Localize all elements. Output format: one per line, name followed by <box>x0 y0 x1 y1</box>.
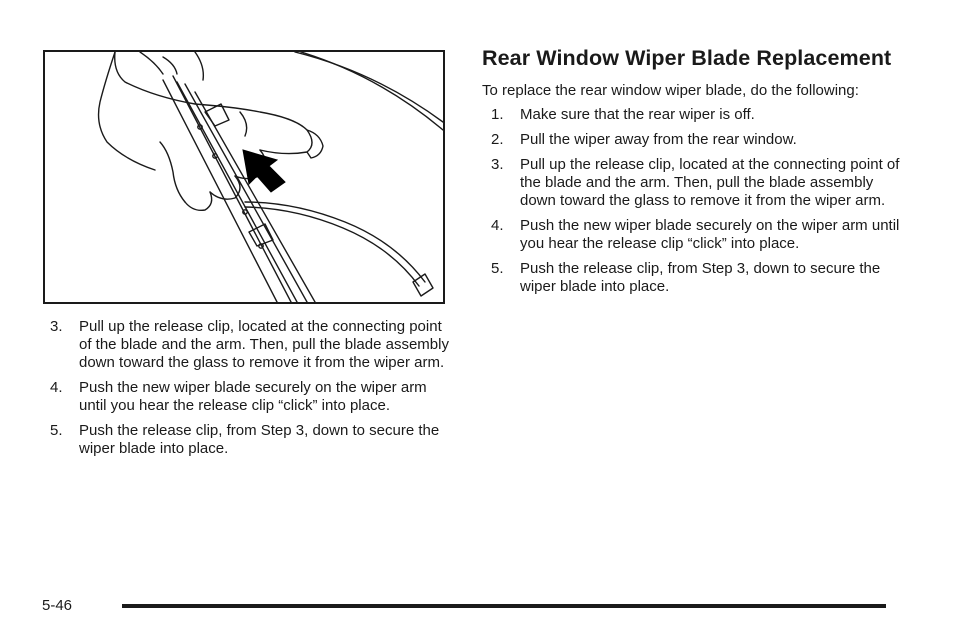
step-text: Pull up the release clip, located at the connecting point of the blade and the arm. Then, pull the blade assembly down toward the glass to remove it from the wiper arm. <box>79 318 449 371</box>
step-text: Push the new wiper blade securely on the wiper arm until you hear the release clip “click” into place. <box>79 379 427 414</box>
washer-hose <box>245 202 425 282</box>
list-item <box>491 131 902 149</box>
step-number: 3. <box>50 318 63 335</box>
washer-hose-inner <box>245 207 419 286</box>
step-number: 1. <box>491 106 504 123</box>
window-edge-inner <box>301 52 443 130</box>
wiper-blade-icon <box>163 76 315 302</box>
list-item <box>50 379 450 415</box>
right-column <box>482 46 902 303</box>
section-intro: To replace the rear window wiper blade, do the following: <box>482 82 859 99</box>
step-number: 2. <box>491 131 504 148</box>
step-number: 5. <box>491 260 504 277</box>
step-number: 3. <box>491 156 504 173</box>
left-column <box>50 318 450 465</box>
list-item <box>491 217 902 253</box>
step-text: Push the release clip, from Step 3, down to secure the wiper blade into place. <box>79 422 440 457</box>
left-steps-list <box>50 318 450 458</box>
steps-list <box>482 106 902 296</box>
footer-rule <box>122 604 886 608</box>
step-text: Pull the wiper away from the rear window. <box>520 131 797 148</box>
list-item <box>491 106 902 124</box>
step-number: 5. <box>50 422 63 439</box>
hose-connector <box>413 274 433 296</box>
list-item <box>491 260 902 296</box>
step-text: Pull up the release clip, located at the connecting point of the blade and the arm. Then, pull the blade assembly down toward the glass to remove it from the wiper arm. <box>520 156 900 209</box>
section-title: Rear Window Wiper Blade Replacement <box>482 46 892 70</box>
page-number: 5-46 <box>42 597 73 614</box>
wiper-drawing <box>45 52 443 302</box>
step-text: Push the release clip, from Step 3, down to secure the wiper blade into place. <box>520 260 881 295</box>
window-edge <box>295 52 443 122</box>
step-number: 4. <box>50 379 63 396</box>
list-item <box>50 422 450 458</box>
wiper-illustration <box>43 50 445 304</box>
list-item <box>491 156 902 210</box>
step-text: Push the new wiper blade securely on the wiper arm until you hear the release clip “click” into place. <box>520 217 900 252</box>
step-number: 4. <box>491 217 504 234</box>
step-text: Make sure that the rear wiper is off. <box>520 106 755 123</box>
list-item <box>50 318 450 372</box>
